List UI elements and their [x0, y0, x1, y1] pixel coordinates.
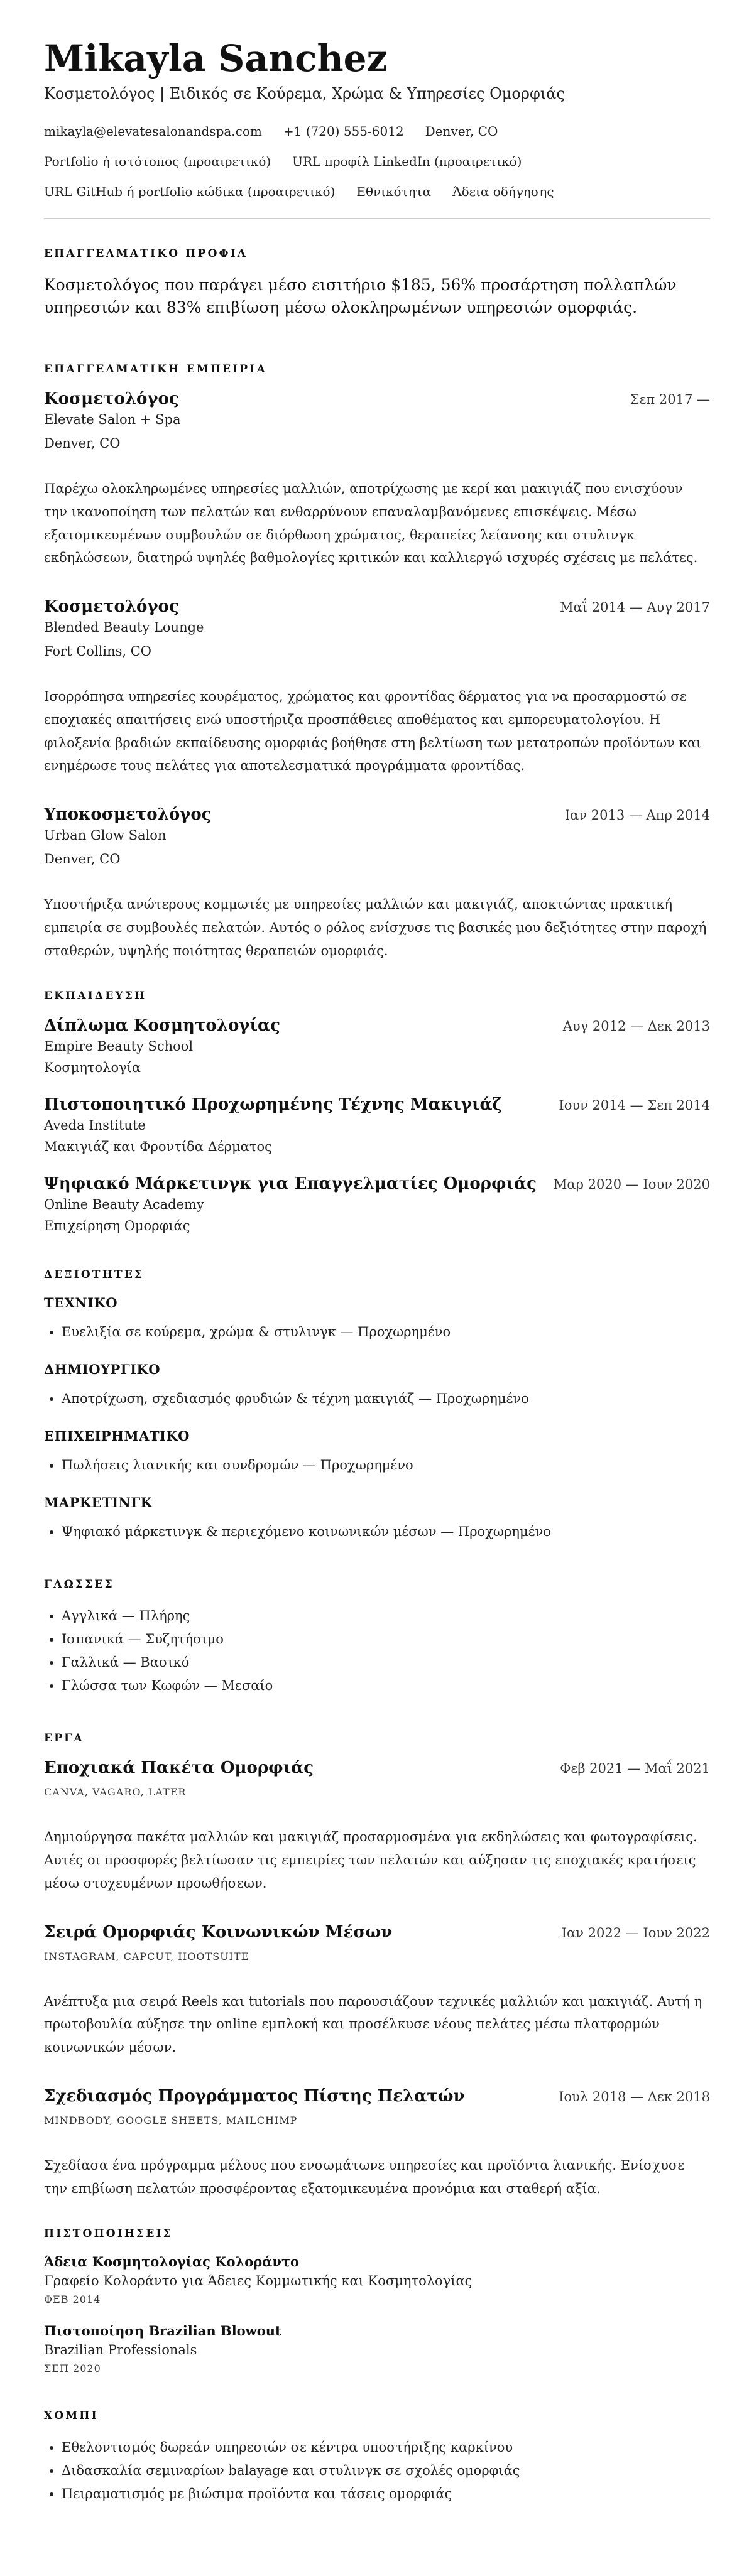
- certification-entry: [44, 2254, 710, 2305]
- job-description: Παρέχω ολοκληρωμένες υπηρεσίες μαλλιών, αποτρίχωσης με κερί και μακιγιάζ που ενισχύουν την ικανοποίηση των πελατών και ενθαρρύνουν επαναλαμβανόμενες επισκέψεις. Μέσω εξατομικευμένων συμβουλών σε διόρθωση χρώματος, θεραπείες λείανσης και στυλινγκ εκδηλώσεων, διατηρώ υψηλές βαθμολογίες κριτικών και καλλιεργώ ισχυρές σχέσεις με πελάτες.: [44, 481, 698, 566]
- project-entry: [44, 1758, 710, 1895]
- language-item: • Γλώσσα των Κωφών — Μεσαίο: [62, 1674, 710, 1697]
- job-location: Denver, CO: [44, 436, 121, 452]
- job-title: Κοσμετολόγος: [44, 389, 179, 409]
- project-entry: [44, 2087, 710, 2200]
- education-entry: [44, 1016, 710, 1075]
- degree-title: Ψηφιακό Μάρκετινγκ για Επαγγελματίες Ομορφιάς: [44, 1174, 537, 1194]
- hobby-item: • Πειραματισμός με βιώσιμα προϊόντα και τάσεις ομορφιάς: [62, 2482, 710, 2506]
- degree-title: Δίπλωμα Κοσμητολογίας: [44, 1016, 280, 1036]
- profile-summary: Κοσμετολόγος που παράγει μέσο εισιτήριο $185, 56% προσάρτηση πολλαπλών υπηρεσιών και 83% επιβίωση μέσω ολοκληρωμένων υπηρεσιών ομορφιάς.: [44, 275, 677, 317]
- certification-name: Άδεια Κοσμητολογίας Κολοράντο: [44, 2254, 300, 2270]
- skill-group: [44, 1495, 710, 1544]
- language-item: • Ισπανικά — Συζητήσιμο: [62, 1628, 710, 1651]
- certification-entry: [44, 2323, 710, 2374]
- project-tech: MINDBODY, GOOGLE SHEETS, MAILCHIMP: [44, 2114, 298, 2126]
- location-text: Denver, CO: [425, 123, 498, 139]
- skill-item: • Πωλήσεις λιανικής και συνδρομών — Προχωρημένο: [62, 1454, 710, 1477]
- job-title: Κοσμετολόγος: [44, 597, 179, 617]
- company-name: Urban Glow Salon: [44, 828, 167, 843]
- contact-row-primary: [44, 124, 710, 139]
- linkedin-link[interactable]: URL προφίλ LinkedIn (προαιρετικό): [292, 153, 522, 169]
- project-name: Σχεδιασμός Προγράμματος Πίστης Πελατών: [44, 2086, 465, 2106]
- profile-section: [44, 247, 710, 320]
- skill-group: [44, 1295, 710, 1344]
- certification-issuer: Brazilian Professionals: [44, 2342, 197, 2358]
- job-dates: Μαΐ 2014 — Αυγ 2017: [560, 600, 710, 615]
- experience-entry: [44, 597, 710, 777]
- degree-dates: Ιουν 2014 — Σεπ 2014: [559, 1098, 710, 1113]
- job-dates: Ιαν 2013 — Απρ 2014: [564, 808, 710, 823]
- company-name: Elevate Salon + Spa: [44, 412, 181, 428]
- skill-item: • Αποτρίχωση, σχεδιασμός φρυδιών & τέχνη μακιγιάζ — Προχωρημένο: [62, 1387, 710, 1410]
- project-name: Εποχιακά Πακέτα Ομορφιάς: [44, 1758, 314, 1778]
- project-description: Σχεδίασα ένα πρόγραμμα μέλους που ενσωμάτωνε υπηρεσίες και προϊόντα λιανικής. Ενίσχυσε την επιβίωση πελατών προσφέροντας εξατομικευμένα προνόμια και σταθερή αξία.: [44, 2157, 685, 2196]
- section-title-languages: ΓΛΩΣΣΕΣ: [44, 1578, 114, 1591]
- skill-item: • Ευελιξία σε κούρεμα, χρώμα & στυλινγκ — Προχωρημένο: [62, 1321, 710, 1344]
- hobby-item: • Διδασκαλία σεμιναρίων balayage και στυλινγκ σε σχολές ομορφιάς: [62, 2459, 710, 2482]
- job-dates: Σεπ 2017 —: [630, 392, 710, 408]
- phone-number: +1 (720) 555-6012: [283, 123, 404, 139]
- skill-group-title: ΕΠΙΧΕΙΡΗΜΑΤΙΚΟ: [44, 1427, 190, 1444]
- email-link[interactable]: mikayla@elevatesalonandspa.com: [44, 123, 262, 139]
- project-dates: Ιουλ 2018 — Δεκ 2018: [559, 2089, 710, 2104]
- section-title-projects: ΕΡΓΑ: [44, 1732, 84, 1745]
- experience-entry: [44, 389, 710, 570]
- resume-header: [44, 38, 710, 199]
- skill-item: • Ψηφιακό μάρκετινγκ & περιεχόμενο κοινωνικών μέσων — Προχωρημένο: [62, 1520, 710, 1544]
- skill-group: [44, 1361, 710, 1410]
- job-location: Denver, CO: [44, 852, 121, 867]
- certification-issuer: Γραφείο Κολοράντο για Άδειες Κομμωτικής και Κοσμητολογίας: [44, 2273, 473, 2289]
- contact-row-extra: [44, 184, 710, 199]
- education-section: [44, 990, 710, 1233]
- certification-date: ΦΕΒ 2014: [44, 2293, 101, 2306]
- hobbies-section: [44, 2410, 710, 2505]
- job-title: Υποκοσμετολόγος: [44, 805, 212, 825]
- github-link[interactable]: URL GitHub ή portfolio κώδικα (προαιρετικό): [44, 183, 336, 199]
- section-title-profile: ΕΠΑΓΓΕΛΜΑΤΙΚΟ ΠΡΟΦΙΛ: [44, 247, 248, 260]
- degree-dates: Μαρ 2020 — Ιουν 2020: [553, 1177, 710, 1193]
- project-dates: Ιαν 2022 — Ιουν 2022: [561, 1925, 710, 1940]
- portfolio-link[interactable]: Portfolio ή ιστότοπος (προαιρετικό): [44, 153, 271, 169]
- education-entry: [44, 1095, 710, 1154]
- degree-title: Πιστοποιητικό Προχωρημένης Τέχνης Μακιγιάζ: [44, 1095, 502, 1115]
- header-divider: [44, 218, 710, 219]
- candidate-name: Mikayla Sanchez: [44, 37, 388, 80]
- study-field: Μακιγιάζ και Φροντίδα Δέρματος: [44, 1139, 272, 1155]
- experience-entry: [44, 805, 710, 962]
- language-item: • Γαλλικά — Βασικό: [62, 1651, 710, 1674]
- certification-name: Πιστοποίηση Brazilian Blowout: [44, 2323, 281, 2339]
- skill-group-title: ΤΕΧΝΙΚΟ: [44, 1295, 117, 1311]
- section-title-certifications: ΠΙΣΤΟΠΟΙΗΣΕΙΣ: [44, 2227, 173, 2241]
- section-title-experience: ΕΠΑΓΓΕΛΜΑΤΙΚΗ ΕΜΠΕΙΡΙΑ: [44, 363, 267, 376]
- study-field: Επιχείρηση Ομορφιάς: [44, 1218, 190, 1234]
- school-name: Aveda Institute: [44, 1118, 146, 1134]
- skills-section: [44, 1269, 710, 1543]
- section-title-hobbies: ΧΟΜΠΙ: [44, 2410, 99, 2423]
- contact-row-links: [44, 154, 710, 169]
- school-name: Empire Beauty School: [44, 1039, 194, 1054]
- job-description: Υποστήριξα ανώτερους κομμωτές με υπηρεσίες μαλλιών και μακιγιάζ, αποκτώντας πρακτική εμπειρία σε συμβουλές πελατών. Αυτός ο ρόλος ενίσχυσε τις βασικές μου δεξιότητες στην παροχή σταθερών, υψηλής ποιότητας θεραπειών ομορφιάς.: [44, 897, 707, 958]
- project-tech: CANVA, VAGARO, LATER: [44, 1786, 187, 1799]
- project-entry: [44, 1923, 710, 2059]
- company-name: Blended Beauty Lounge: [44, 620, 204, 636]
- skill-group-title: ΔΗΜΙΟΥΡΓΙΚΟ: [44, 1361, 161, 1378]
- degree-dates: Αυγ 2012 — Δεκ 2013: [562, 1019, 710, 1034]
- nationality-text: Εθνικότητα: [356, 183, 432, 199]
- study-field: Κοσμητολογία: [44, 1060, 141, 1076]
- certifications-section: [44, 2227, 710, 2374]
- project-name: Σειρά Ομορφιάς Κοινωνικών Μέσων: [44, 1922, 393, 1942]
- project-description: Ανέπτυξα μια σειρά Reels και tutorials που παρουσιάζουν τεχνικές μαλλιών και μακιγιάζ. Αυτή η πρωτοβουλία αύξησε την online εμπλοκή και προσέλκυσε νέους πελάτες μέσω πλατφορμών κοινωνικών μέσων.: [44, 1993, 702, 2055]
- skill-group-title: ΜΑΡΚΕΤΙΝΓΚ: [44, 1494, 153, 1510]
- certification-date: ΣΕΠ 2020: [44, 2362, 101, 2375]
- hobby-item: • Εθελοντισμός δωρεάν υπηρεσιών σε κέντρα υποστήριξης καρκίνου: [62, 2436, 710, 2459]
- project-dates: Φεβ 2021 — Μαΐ 2021: [560, 1761, 710, 1777]
- candidate-title: Κοσμετολόγος | Ειδικός σε Κούρεμα, Χρώμα & Υπηρεσίες Ομορφιάς: [44, 84, 565, 102]
- section-title-education: ΕΚΠΑΙΔΕΥΣΗ: [44, 990, 147, 1003]
- experience-section: [44, 363, 710, 962]
- education-entry: [44, 1174, 710, 1233]
- section-title-skills: ΔΕΞΙΟΤΗΤΕΣ: [44, 1269, 145, 1282]
- project-tech: INSTAGRAM, CAPCUT, HOOTSUITE: [44, 1950, 249, 1962]
- job-description: Ισορρόπησα υπηρεσίες κουρέματος, χρώματος και φροντίδας δέρματος για να προσαρμοστώ σε εποχιακές απαιτήσεις ενώ υποστήριζα προσπάθειες αποθέματος και εμπορευματολογίου. Η φιλοξενία βραδιών εκπαίδευσης ομορφιάς βοήθησε στη βελτίωση των μετατροπών προϊόντων και ενημέρωσε τους πελάτες για αποτελεσματικά προγράμματα φροντίδας.: [44, 689, 702, 774]
- job-location: Fort Collins, CO: [44, 644, 152, 659]
- project-description: Δημιούργησα πακέτα μαλλιών και μακιγιάζ προσαρμοσμένα για εκδηλώσεις και φωτογραφίσεις. Αυτές οι προσφορές βελτίωσαν τις εμπειρίες των πελατών και αύξησαν τις εποχιακές κρατήσεις μέσω στοχευμένων προωθήσεων.: [44, 1829, 697, 1891]
- skill-group: [44, 1428, 710, 1477]
- language-item: • Αγγλικά — Πλήρης: [62, 1605, 710, 1628]
- projects-section: [44, 1732, 710, 2200]
- school-name: Online Beauty Academy: [44, 1197, 204, 1213]
- languages-section: [44, 1578, 710, 1697]
- license-text: Άδεια οδήγησης: [452, 183, 554, 199]
